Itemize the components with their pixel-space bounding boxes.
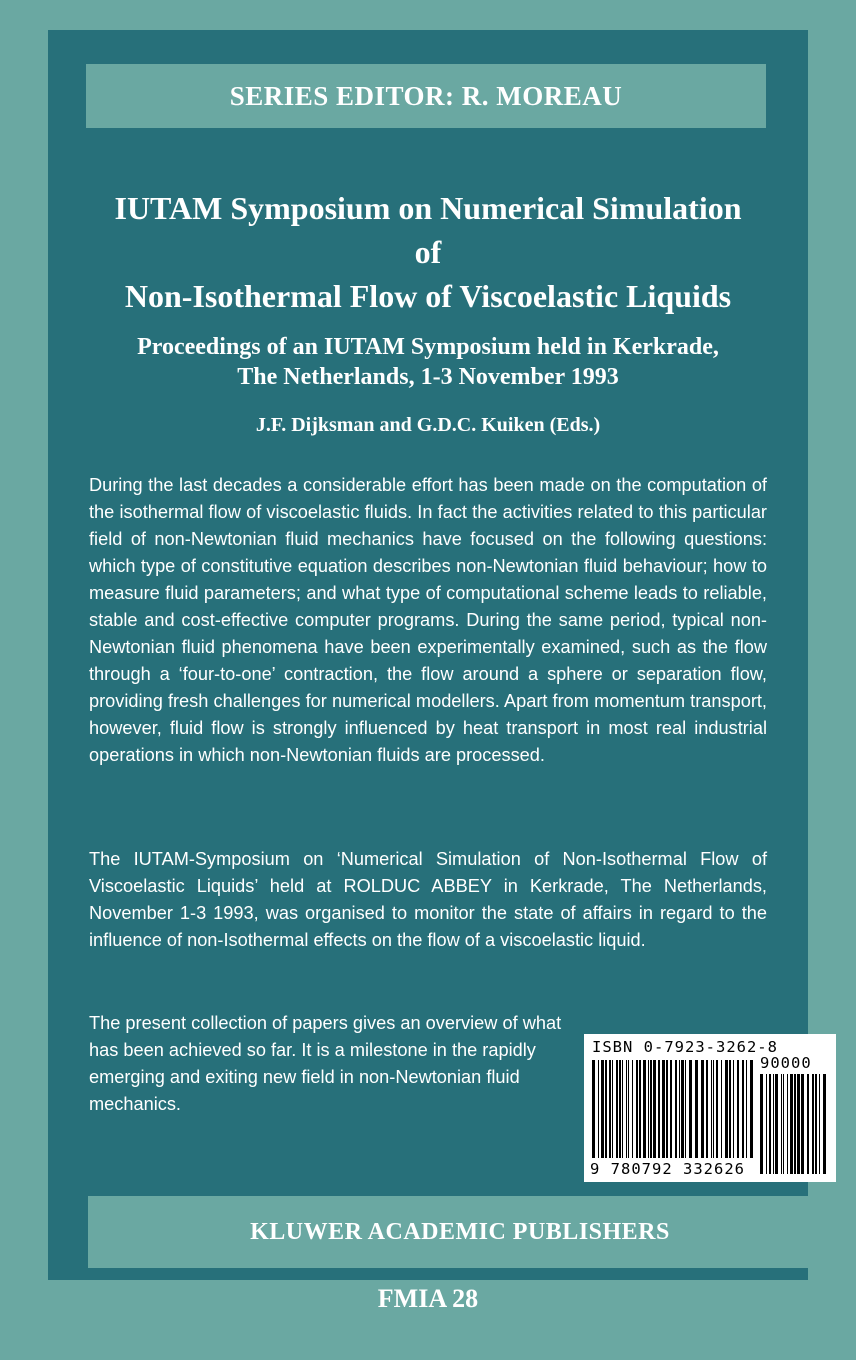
- barcode-addon-number: 90000: [760, 1054, 812, 1072]
- isbn-barcode: [584, 1034, 836, 1182]
- barcode-bar: [648, 1060, 649, 1158]
- ean-number: 9 780792 332626: [590, 1160, 745, 1178]
- subtitle-line: Proceedings of an IUTAM Symposium held in Kerkrade,: [137, 334, 719, 360]
- barcode-bar: [773, 1074, 774, 1174]
- barcode-bar: [781, 1074, 782, 1174]
- description-paragraph: During the last decades a considerable effort has been made on the computation of the isothermal flow of viscoelastic fluids. In fact the activities related to this particular field of non-Newtonian fluid mechanics have focused on the following questions: which type of constitutive equation describes non-Newtonian fluid behaviour; how to measure fluid parameters; and what type of computational scheme leads to reliable, stable and cost-effective computer programs. During the same period, typical non-Newtonian fluid phenomena have been experimentally examined, such as the flow through a ‘four-to-one’ contraction, the flow around a sphere or separation flow, providing fresh challenges for numerical modellers. Apart from momentum transport, however, fluid flow is strongly influenced by heat transport in most real industrial operations in which non-Newtonian fluids are processed.: [89, 475, 767, 765]
- barcode-bar: [653, 1060, 656, 1158]
- barcode-bar: [609, 1060, 611, 1158]
- barcode-bar: [643, 1060, 646, 1158]
- barcode-bar: [605, 1060, 607, 1158]
- barcode-bar: [812, 1074, 814, 1174]
- barcode-bar: [636, 1060, 638, 1158]
- book-title: [60, 186, 796, 318]
- barcode-bar: [598, 1060, 599, 1158]
- barcode-bar: [679, 1060, 680, 1158]
- barcode-bar: [666, 1060, 668, 1158]
- barcode-bar: [819, 1074, 820, 1174]
- barcode-bar: [769, 1074, 771, 1174]
- barcode-bar: [626, 1060, 627, 1158]
- barcode-bar: [783, 1074, 784, 1174]
- barcode-bar: [750, 1060, 753, 1158]
- barcode-bar: [721, 1060, 722, 1158]
- barcode-bar: [713, 1060, 714, 1158]
- barcode-bar: [612, 1060, 613, 1158]
- barcode-bar: [662, 1060, 665, 1158]
- title-line: IUTAM Symposium on Numerical Simulation: [114, 190, 742, 226]
- barcode-bar: [742, 1060, 744, 1158]
- description-paragraph: The present collection of papers gives an overview of what has been achieved so far. It is a milestone in the rapidly emerging and exiting new field in non-Newtonian fluid mechanics.: [89, 1013, 562, 1114]
- barcode-bar: [592, 1060, 595, 1158]
- barcode-bar: [601, 1060, 604, 1158]
- barcode-bar: [711, 1060, 712, 1158]
- barcode-bar: [650, 1060, 652, 1158]
- barcode-bar: [616, 1060, 618, 1158]
- description-paragraph: The IUTAM-Symposium on ‘Numerical Simulation of Non-Isothermal Flow of Viscoelastic Liquids’ held at ROLDUC ABBEY in Kerkrade, The Netherlands, November 1-3 1993, was organised to monitor the state of affairs in regard to the influence of non-Isothermal effects on the flow of a viscoelastic liquid.: [89, 849, 767, 950]
- barcode-bar: [706, 1060, 708, 1158]
- barcode-bar: [619, 1060, 621, 1158]
- barcode-bar: [787, 1074, 788, 1174]
- isbn-number: ISBN 0-7923-3262-8: [592, 1038, 778, 1056]
- series-editor-banner: SERIES EDITOR: R. MOREAU: [86, 64, 766, 128]
- barcode-bar: [801, 1074, 804, 1174]
- barcode-bar: [746, 1060, 747, 1158]
- barcode-bar: [628, 1060, 629, 1158]
- barcode-bar: [622, 1060, 623, 1158]
- barcode-bar: [790, 1074, 793, 1174]
- barcode-bar: [815, 1074, 817, 1174]
- publisher-banner: KLUWER ACADEMIC PUBLISHERS: [88, 1196, 832, 1268]
- barcode-bar: [701, 1060, 704, 1158]
- subtitle-line: The Netherlands, 1-3 November 1993: [237, 364, 619, 390]
- barcode-bar: [716, 1060, 718, 1158]
- ean-barcode-bars: [592, 1060, 754, 1158]
- title-line: Non-Isothermal Flow of Viscoelastic Liquids: [124, 278, 732, 314]
- barcode-bar: [658, 1060, 660, 1158]
- barcode-bar: [766, 1074, 767, 1174]
- editors-line: J.F. Dijksman and G.D.C. Kuiken (Eds.): [255, 414, 601, 436]
- barcode-bar: [689, 1060, 692, 1158]
- barcode-bar: [733, 1060, 734, 1158]
- series-code: FMIA 28: [377, 1284, 479, 1313]
- addon-barcode-bars: [760, 1074, 828, 1174]
- barcode-bar: [725, 1060, 728, 1158]
- barcode-bar: [823, 1074, 826, 1174]
- barcode-bar: [675, 1060, 677, 1158]
- barcode-bar: [737, 1060, 739, 1158]
- barcode-bar: [775, 1074, 778, 1174]
- barcode-bar: [760, 1074, 763, 1174]
- barcode-bar: [729, 1060, 731, 1158]
- barcode-bar: [685, 1060, 686, 1158]
- barcode-bar: [639, 1060, 641, 1158]
- barcode-bar: [681, 1060, 684, 1158]
- barcode-bar: [794, 1074, 796, 1174]
- barcode-bar: [695, 1060, 698, 1158]
- title-line: of: [414, 234, 442, 270]
- barcode-bar: [670, 1060, 672, 1158]
- barcode-bar: [797, 1074, 800, 1174]
- book-subtitle: [60, 332, 796, 392]
- barcode-bar: [632, 1060, 633, 1158]
- barcode-bar: [807, 1074, 809, 1174]
